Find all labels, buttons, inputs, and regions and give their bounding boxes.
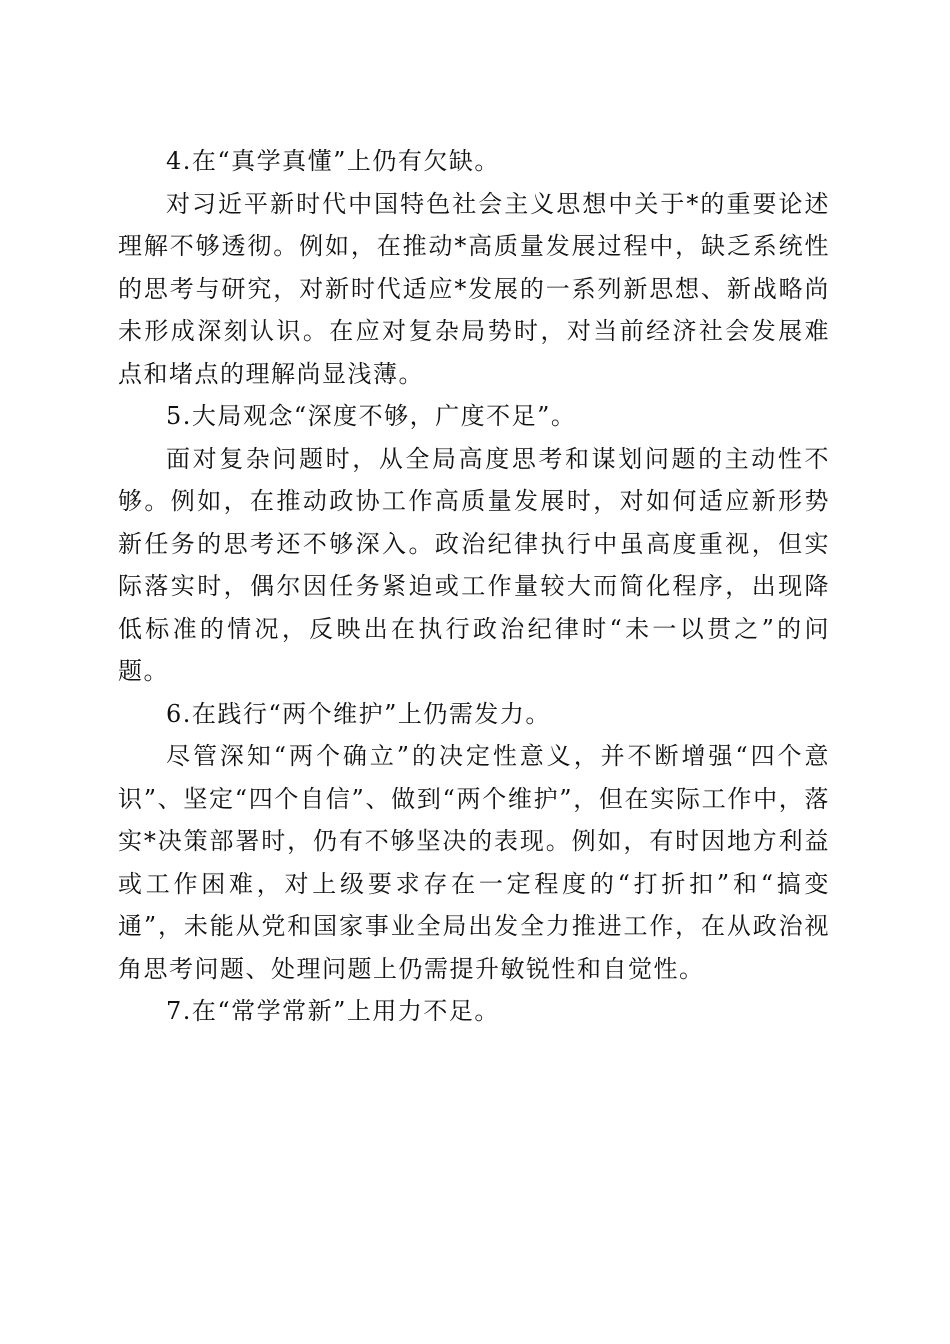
- body-paragraph-6: 尽管深知“两个确立”的决定性意义，并不断增强“四个意识”、坚定“四个自信”、做到“两个维护”，但在实际工作中，落实*决策部署时，仍有不够坚决的表现。例如，有时因地方利益或工作困难，对上级要求存在一定程度的“打折扣”和“搞变通”，未能从党和国家事业全局出发全力推进工作，在从政治视角思考问题、处理问题上仍需提升敏锐性和自觉性。: [118, 742, 830, 983]
- section-heading-5: 5.大局观念“深度不够，广度不足”。: [166, 402, 577, 430]
- section-heading-6: 6.在践行“两个维护”上仍需发力。: [166, 699, 551, 728]
- body-paragraph-5: 面对复杂问题时，从全局高度思考和谋划问题的主动性不够。例如，在推动政协工作高质量发展时，对如何适应新形势新任务的思考还不够深入。政治纪律执行中虽高度重视，但实际落实时，偶尔因任务紧迫或工作量较大而简化程序，出现降低标准的情况，反映出在执行政治纪律时“未一以贯之”的问题。: [118, 444, 830, 685]
- section-heading-4: 4.在“真学真懂”上仍有欠缺。: [166, 147, 500, 175]
- body-paragraph-4: 对习近平新时代中国特色社会主义思想中关于*的重要论述理解不够透彻。例如，在推动*高质量发展过程中，缺乏系统性的思考与研究，对新时代适应*发展的一系列新思想、新战略尚未形成深刻认识。在应对复杂局势时，对当前经济社会发展难点和堵点的理解尚显浅薄。: [118, 189, 830, 388]
- document-body: [118, 140, 830, 1033]
- section-heading-7: 7.在“常学常新”上用力不足。: [166, 997, 500, 1025]
